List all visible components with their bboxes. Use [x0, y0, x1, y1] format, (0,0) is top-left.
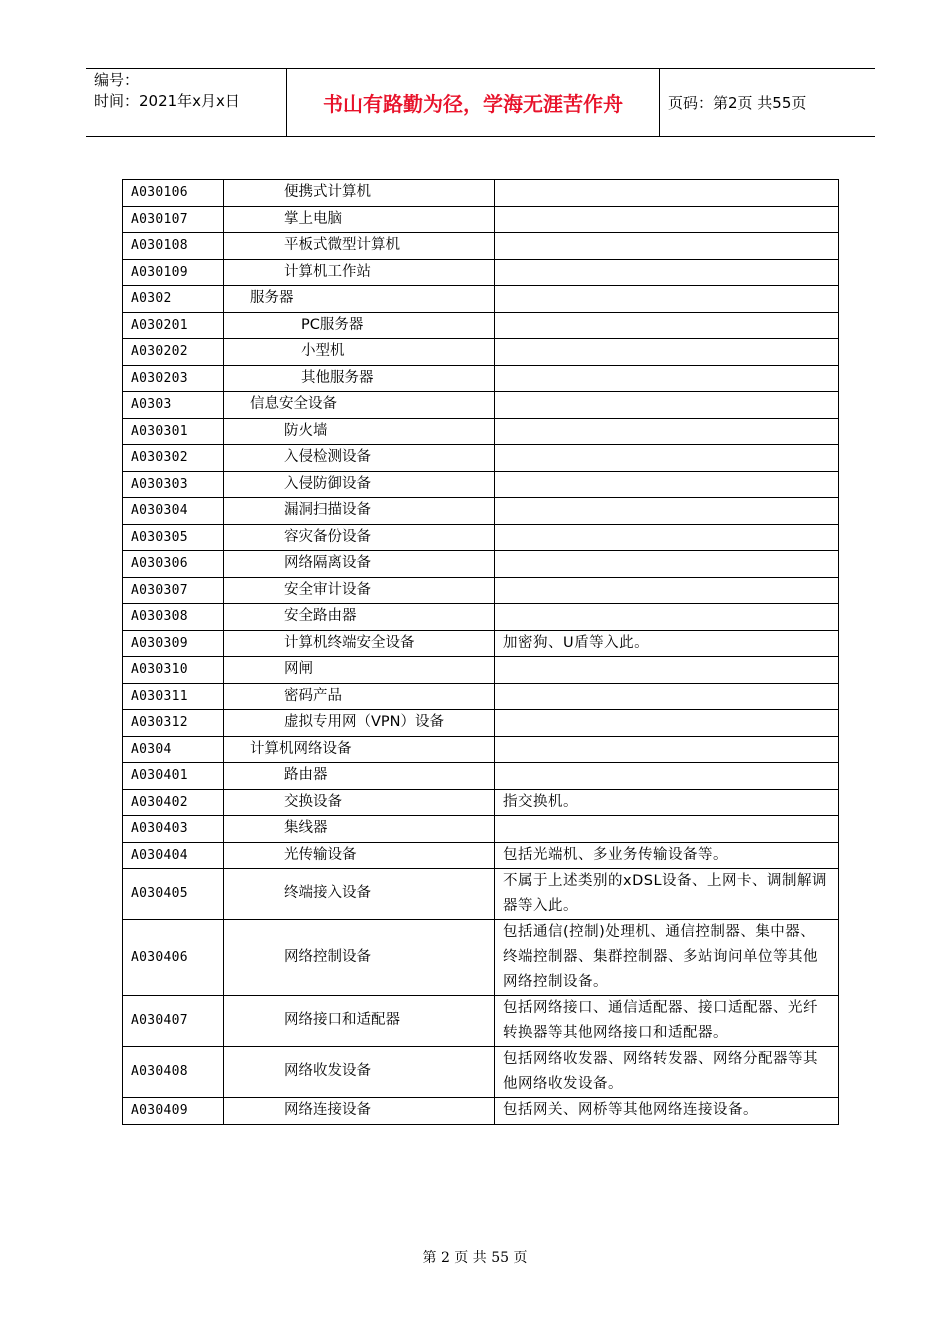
item-note — [495, 286, 839, 313]
table-row — [123, 710, 839, 737]
table-row — [123, 604, 839, 631]
item-note — [495, 604, 839, 631]
item-code: A0302 — [123, 286, 224, 313]
table-row — [123, 524, 839, 551]
item-note — [495, 259, 839, 286]
item-code: A030108 — [123, 233, 224, 260]
table-row — [123, 683, 839, 710]
table-row — [123, 286, 839, 313]
item-name: 计算机网络设备 — [224, 736, 495, 763]
item-name: 其他服务器 — [224, 365, 495, 392]
item-note — [495, 233, 839, 260]
item-note — [495, 206, 839, 233]
header-divider-right — [659, 68, 660, 136]
item-note: 包括网络接口、通信适配器、接口适配器、光纤转换器等其他网络接口和适配器。 — [495, 996, 839, 1047]
item-name: 计算机终端安全设备 — [224, 630, 495, 657]
table-row — [123, 418, 839, 445]
header-meta — [94, 70, 240, 112]
item-code: A030405 — [123, 869, 224, 920]
table-row — [123, 1098, 839, 1125]
header-page-number: 页码：第2页 共55页 — [668, 94, 807, 112]
item-note — [495, 312, 839, 339]
item-note — [495, 418, 839, 445]
table-row — [123, 180, 839, 207]
item-name: 容灾备份设备 — [224, 524, 495, 551]
item-note — [495, 736, 839, 763]
item-code: A030201 — [123, 312, 224, 339]
item-code: A0304 — [123, 736, 224, 763]
item-note — [495, 498, 839, 525]
table-row — [123, 259, 839, 286]
item-code: A030308 — [123, 604, 224, 631]
item-name: 漏洞扫描设备 — [224, 498, 495, 525]
table-row — [123, 763, 839, 790]
header-top-rule — [86, 68, 875, 69]
item-note: 指交换机。 — [495, 789, 839, 816]
item-code: A030406 — [123, 920, 224, 996]
table-row — [123, 471, 839, 498]
header-motto: 书山有路勤为径，学海无涯苦作舟 — [323, 92, 623, 116]
classification-table — [122, 179, 839, 1125]
item-note — [495, 471, 839, 498]
table-row — [123, 233, 839, 260]
item-name: 平板式微型计算机 — [224, 233, 495, 260]
item-name: 网络收发设备 — [224, 1047, 495, 1098]
item-name: 网闸 — [224, 657, 495, 684]
item-code: A030305 — [123, 524, 224, 551]
item-code: A030404 — [123, 842, 224, 869]
table-row — [123, 1047, 839, 1098]
item-code: A030306 — [123, 551, 224, 578]
item-note — [495, 683, 839, 710]
document-number: 编号： — [94, 71, 140, 89]
item-code: A030401 — [123, 763, 224, 790]
item-code: A030312 — [123, 710, 224, 737]
item-code: A030403 — [123, 816, 224, 843]
item-code: A0303 — [123, 392, 224, 419]
table-row — [123, 920, 839, 996]
item-name: 网络连接设备 — [224, 1098, 495, 1125]
item-name: 光传输设备 — [224, 842, 495, 869]
item-note — [495, 710, 839, 737]
item-code: A030307 — [123, 577, 224, 604]
item-name: 入侵检测设备 — [224, 445, 495, 472]
item-name: 网络接口和适配器 — [224, 996, 495, 1047]
document-time: 时间：2021年x月x日 — [94, 92, 240, 110]
item-code: A030310 — [123, 657, 224, 684]
table-row — [123, 736, 839, 763]
table-row — [123, 206, 839, 233]
item-code: A030302 — [123, 445, 224, 472]
item-note — [495, 339, 839, 366]
item-note: 包括光端机、多业务传输设备等。 — [495, 842, 839, 869]
item-note: 包括网关、网桥等其他网络连接设备。 — [495, 1098, 839, 1125]
item-code: A030107 — [123, 206, 224, 233]
item-name: 网络控制设备 — [224, 920, 495, 996]
page-footer: 第 2 页 共 55 页 — [422, 1250, 528, 1266]
item-note — [495, 577, 839, 604]
table-row — [123, 498, 839, 525]
item-note: 包括网络收发器、网络转发器、网络分配器等其他网络收发设备。 — [495, 1047, 839, 1098]
item-note — [495, 524, 839, 551]
item-note: 不属于上述类别的xDSL设备、上网卡、调制解调器等入此。 — [495, 869, 839, 920]
item-name: 信息安全设备 — [224, 392, 495, 419]
item-note: 加密狗、U盾等入此。 — [495, 630, 839, 657]
item-name: 小型机 — [224, 339, 495, 366]
item-code: A030407 — [123, 996, 224, 1047]
item-name: 网络隔离设备 — [224, 551, 495, 578]
item-code: A030409 — [123, 1098, 224, 1125]
table-row — [123, 789, 839, 816]
item-code: A030203 — [123, 365, 224, 392]
table-row — [123, 392, 839, 419]
table-row — [123, 630, 839, 657]
item-name: 路由器 — [224, 763, 495, 790]
item-code: A030402 — [123, 789, 224, 816]
item-code: A030311 — [123, 683, 224, 710]
item-code: A030109 — [123, 259, 224, 286]
item-name: 防火墙 — [224, 418, 495, 445]
item-note — [495, 365, 839, 392]
item-name: 入侵防御设备 — [224, 471, 495, 498]
table-row — [123, 312, 839, 339]
item-note — [495, 816, 839, 843]
item-code: A030106 — [123, 180, 224, 207]
item-note: 包括通信(控制)处理机、通信控制器、集中器、终端控制器、集群控制器、多站询问单位等其他网络控制设备。 — [495, 920, 839, 996]
item-note — [495, 763, 839, 790]
item-note — [495, 392, 839, 419]
header-bottom-rule — [86, 136, 875, 137]
classification-table-body — [123, 180, 839, 1125]
item-name: 终端接入设备 — [224, 869, 495, 920]
item-code: A030303 — [123, 471, 224, 498]
table-row — [123, 996, 839, 1047]
table-row — [123, 551, 839, 578]
table-row — [123, 365, 839, 392]
item-code: A030309 — [123, 630, 224, 657]
item-code: A030202 — [123, 339, 224, 366]
item-name: 掌上电脑 — [224, 206, 495, 233]
item-note — [495, 657, 839, 684]
item-note — [495, 180, 839, 207]
table-row — [123, 577, 839, 604]
table-row — [123, 816, 839, 843]
item-name: 集线器 — [224, 816, 495, 843]
table-row — [123, 339, 839, 366]
item-name: 安全路由器 — [224, 604, 495, 631]
item-name: 密码产品 — [224, 683, 495, 710]
item-note — [495, 445, 839, 472]
item-name: 安全审计设备 — [224, 577, 495, 604]
table-row — [123, 657, 839, 684]
item-name: 服务器 — [224, 286, 495, 313]
table-row — [123, 445, 839, 472]
item-code: A030304 — [123, 498, 224, 525]
item-name: 计算机工作站 — [224, 259, 495, 286]
item-note — [495, 551, 839, 578]
table-row — [123, 869, 839, 920]
item-code: A030301 — [123, 418, 224, 445]
item-name: 虚拟专用网（VPN）设备 — [224, 710, 495, 737]
table-row — [123, 842, 839, 869]
item-name: 便携式计算机 — [224, 180, 495, 207]
item-code: A030408 — [123, 1047, 224, 1098]
item-name: 交换设备 — [224, 789, 495, 816]
item-name: PC服务器 — [224, 312, 495, 339]
